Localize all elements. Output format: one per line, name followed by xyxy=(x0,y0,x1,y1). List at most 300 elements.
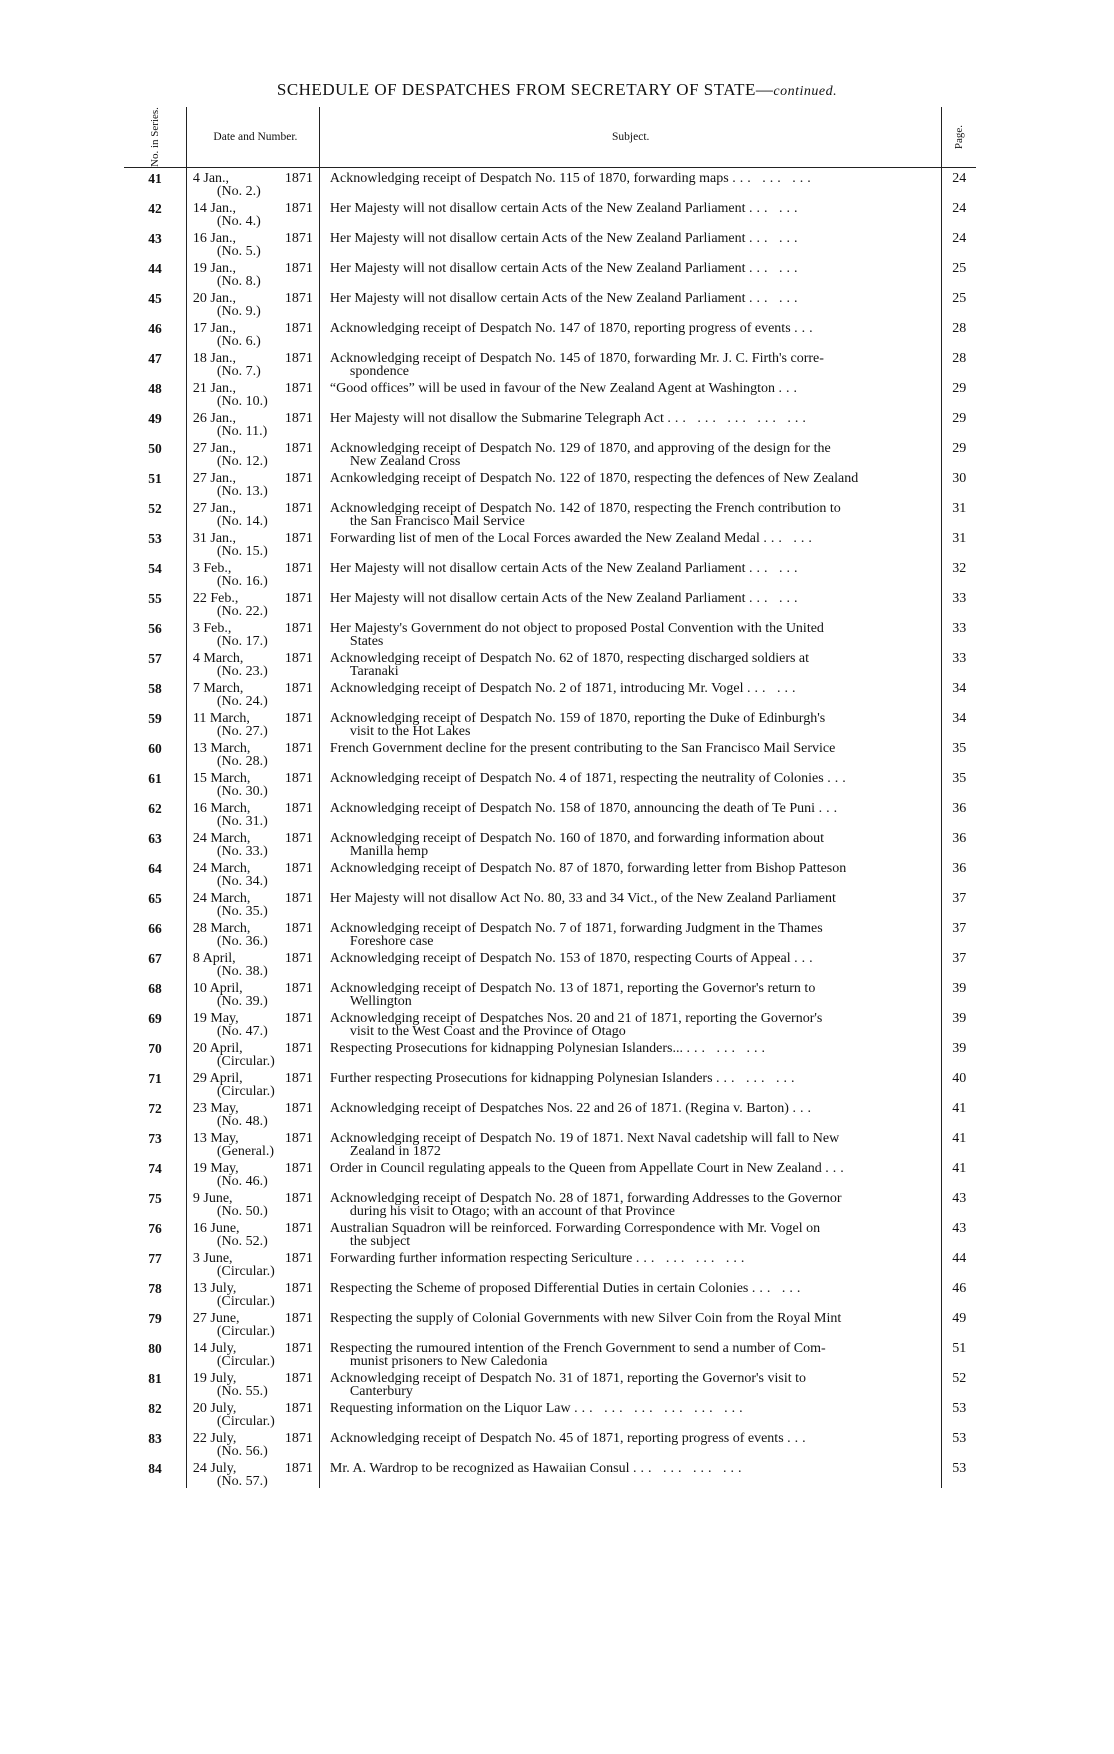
despatch-number: (No. 8.) xyxy=(216,274,261,289)
despatch-year: 1871 xyxy=(284,261,313,276)
date-and-number xyxy=(186,1098,319,1128)
page-number: 34 xyxy=(952,681,967,696)
dot-leader: ... ... xyxy=(749,591,802,606)
despatch-number: (No. 52.) xyxy=(216,1234,268,1249)
despatch-date: 11 March, xyxy=(192,711,250,726)
table-row xyxy=(124,1368,976,1398)
page-number: 36 xyxy=(952,801,967,816)
despatch-date: 27 June, xyxy=(192,1311,240,1326)
page-number: 28 xyxy=(952,351,967,366)
despatch-date: 3 June, xyxy=(192,1251,233,1266)
despatch-number: (No. 9.) xyxy=(216,304,261,319)
despatch-date: 3 Feb., xyxy=(192,621,232,636)
page-number: 31 xyxy=(952,501,967,516)
subject xyxy=(319,1338,942,1368)
page-number: 33 xyxy=(952,591,967,606)
subject-text: Her Majesty will not disallow Act No. 80, 33 and 34 Vict., of the New Zealand Parliament xyxy=(329,891,836,906)
date-and-number xyxy=(186,1338,319,1368)
page-number: 39 xyxy=(952,1011,967,1026)
subject xyxy=(319,618,942,648)
header-subject: Subject. xyxy=(319,107,942,168)
despatch-year: 1871 xyxy=(284,711,313,726)
page-number: 34 xyxy=(952,711,967,726)
date-and-number xyxy=(186,168,319,199)
despatch-number: (No. 13.) xyxy=(216,484,268,499)
despatch-year: 1871 xyxy=(284,651,313,666)
despatch-year: 1871 xyxy=(284,861,313,876)
despatch-number: (No. 47.) xyxy=(216,1024,268,1039)
despatch-year: 1871 xyxy=(284,411,313,426)
page-number: 31 xyxy=(952,531,967,546)
subject-continuation: Zealand in 1872 xyxy=(349,1144,441,1159)
table-row xyxy=(124,1188,976,1218)
date-and-number xyxy=(186,1308,319,1338)
date-and-number xyxy=(186,798,319,828)
series-number: 47 xyxy=(124,348,186,378)
despatch-number: (No. 5.) xyxy=(216,244,261,259)
page-number: 25 xyxy=(952,291,967,306)
series-number: 54 xyxy=(124,558,186,588)
date-and-number xyxy=(186,348,319,378)
series-number: 84 xyxy=(124,1458,186,1488)
date-and-number xyxy=(186,498,319,528)
dot-leader: ... ... ... xyxy=(732,171,815,186)
despatch-date: 9 June, xyxy=(192,1191,233,1206)
subject-text: Respecting the Scheme of proposed Differential Duties in certain Colonies xyxy=(329,1281,749,1296)
dot-leader: ... ... ... xyxy=(686,1041,769,1056)
subject-text: Acnkowledging receipt of Despatch No. 122 of 1870, respecting the defences of New Zealand xyxy=(329,471,859,486)
table-row xyxy=(124,318,976,348)
dot-leader: ... ... xyxy=(749,561,802,576)
despatch-date: 24 July, xyxy=(192,1461,237,1476)
despatch-number: (Circular.) xyxy=(216,1084,275,1099)
despatch-date: 16 June, xyxy=(192,1221,240,1236)
despatch-number: (No. 31.) xyxy=(216,814,268,829)
despatch-year: 1871 xyxy=(284,171,313,186)
series-number: 43 xyxy=(124,228,186,258)
despatch-schedule-table xyxy=(124,107,976,1488)
subject-text: Australian Squadron will be reinforced. Forwarding Correspondence with Mr. Vogel on xyxy=(329,1221,821,1236)
despatch-date: 14 July, xyxy=(192,1341,237,1356)
date-and-number xyxy=(186,1128,319,1158)
subject-text: Respecting the rumoured intention of the French Government to send a number of Com- xyxy=(329,1341,826,1356)
despatch-date: 16 Jan., xyxy=(192,231,237,246)
subject-continuation: visit to the West Coast and the Province of Otago xyxy=(349,1024,626,1039)
subject-text: Acknowledging receipt of Despatch No. 28 of 1871, forwarding Addresses to the Governor xyxy=(329,1191,842,1206)
despatch-year: 1871 xyxy=(284,1041,313,1056)
date-and-number xyxy=(186,528,319,558)
despatch-number: (No. 57.) xyxy=(216,1474,268,1489)
subject-text: Order in Council regulating appeals to the Queen from Appellate Court in New Zealand xyxy=(329,1161,822,1176)
page-number: 46 xyxy=(952,1281,967,1296)
despatch-number: (Circular.) xyxy=(216,1054,275,1069)
dot-leader: ... ... ... xyxy=(716,1071,799,1086)
subject xyxy=(319,708,942,738)
page-number: 39 xyxy=(952,981,967,996)
despatch-date: 16 March, xyxy=(192,801,251,816)
despatch-year: 1871 xyxy=(284,681,313,696)
despatch-date: 26 Jan., xyxy=(192,411,237,426)
table-row xyxy=(124,168,976,199)
series-number: 72 xyxy=(124,1098,186,1128)
table-row xyxy=(124,378,976,408)
subject-text: Acknowledging receipt of Despatch No. 87 of 1870, forwarding letter from Bishop Patteson xyxy=(329,861,847,876)
subject xyxy=(319,348,942,378)
dot-leader: ... xyxy=(794,951,817,966)
date-and-number xyxy=(186,888,319,918)
despatch-year: 1871 xyxy=(284,471,313,486)
despatch-date: 24 March, xyxy=(192,831,251,846)
despatch-year: 1871 xyxy=(284,1191,313,1206)
date-and-number xyxy=(186,1068,319,1098)
despatch-year: 1871 xyxy=(284,1431,313,1446)
date-and-number xyxy=(186,288,319,318)
subject xyxy=(319,288,942,318)
subject-text: Acknowledging receipt of Despatch No. 7 of 1871, forwarding Judgment in the Thames xyxy=(329,921,823,936)
series-number: 65 xyxy=(124,888,186,918)
series-number: 78 xyxy=(124,1278,186,1308)
dot-leader: ... ... ... ... ... ... xyxy=(574,1401,747,1416)
despatch-year: 1871 xyxy=(284,1101,313,1116)
subject-text: Her Majesty will not disallow certain Acts of the New Zealand Parliament xyxy=(329,561,746,576)
series-number: 77 xyxy=(124,1248,186,1278)
date-and-number xyxy=(186,1218,319,1248)
despatch-year: 1871 xyxy=(284,951,313,966)
page-number: 36 xyxy=(952,831,967,846)
subject-text: Acknowledging receipt of Despatch No. 62 of 1870, respecting discharged soldiers at xyxy=(329,651,810,666)
despatch-number: (No. 4.) xyxy=(216,214,261,229)
dot-leader: ... ... ... ... xyxy=(635,1251,749,1266)
date-and-number xyxy=(186,438,319,468)
despatch-date: 19 Jan., xyxy=(192,261,237,276)
page-number: 44 xyxy=(952,1251,967,1266)
despatch-number: (No. 12.) xyxy=(216,454,268,469)
despatch-year: 1871 xyxy=(284,201,313,216)
page-number: 28 xyxy=(952,321,967,336)
despatch-number: (No. 10.) xyxy=(216,394,268,409)
subject-text: Acknowledging receipt of Despatch No. 45 of 1871, reporting progress of events xyxy=(329,1431,784,1446)
date-and-number xyxy=(186,618,319,648)
page-number: 52 xyxy=(952,1371,967,1386)
subject-text: Acknowledging receipt of Despatch No. 142 of 1870, respecting the French contribution to xyxy=(329,501,841,516)
subject xyxy=(319,1038,942,1068)
date-and-number xyxy=(186,858,319,888)
page-number: 25 xyxy=(952,261,967,276)
subject-text: Her Majesty will not disallow certain Acts of the New Zealand Parliament xyxy=(329,231,746,246)
table-row xyxy=(124,738,976,768)
date-and-number xyxy=(186,198,319,228)
subject-continuation: States xyxy=(349,634,384,649)
subject-continuation: New Zealand Cross xyxy=(349,454,461,469)
despatch-number: (No. 22.) xyxy=(216,604,268,619)
subject-text: Acknowledging receipt of Despatch No. 147 of 1870, reporting progress of events xyxy=(329,321,791,336)
series-number: 82 xyxy=(124,1398,186,1428)
despatch-year: 1871 xyxy=(284,921,313,936)
subject-text: Respecting Prosecutions for kidnapping Polynesian Islanders... xyxy=(329,1041,683,1056)
subject-continuation: munist prisoners to New Caledonia xyxy=(349,1354,548,1369)
subject-text: Acknowledging receipt of Despatch No. 160 of 1870, and forwarding information about xyxy=(329,831,825,846)
subject xyxy=(319,528,942,558)
series-number: 83 xyxy=(124,1428,186,1458)
table-row xyxy=(124,1038,976,1068)
subject xyxy=(319,1428,942,1458)
despatch-year: 1871 xyxy=(284,561,313,576)
subject-text: Her Majesty will not disallow certain Acts of the New Zealand Parliament xyxy=(329,591,746,606)
despatch-year: 1871 xyxy=(284,441,313,456)
subject-continuation: Wellington xyxy=(349,994,412,1009)
subject xyxy=(319,1098,942,1128)
series-number: 73 xyxy=(124,1128,186,1158)
subject-text: Acknowledging receipt of Despatch No. 159 of 1870, reporting the Duke of Edinburgh's xyxy=(329,711,826,726)
series-number: 50 xyxy=(124,438,186,468)
dot-leader: ... xyxy=(818,801,842,816)
despatch-year: 1871 xyxy=(284,1071,313,1086)
subject xyxy=(319,798,942,828)
subject xyxy=(319,258,942,288)
subject xyxy=(319,1188,942,1218)
table-row xyxy=(124,918,976,948)
despatch-date: 14 Jan., xyxy=(192,201,237,216)
series-number: 68 xyxy=(124,978,186,1008)
despatch-date: 27 Jan., xyxy=(192,471,237,486)
subject xyxy=(319,168,942,199)
subject-text: Acknowledging receipt of Despatch No. 2 of 1871, introducing Mr. Vogel xyxy=(329,681,744,696)
subject xyxy=(319,978,942,1008)
series-number: 57 xyxy=(124,648,186,678)
date-and-number xyxy=(186,978,319,1008)
despatch-number: (No. 24.) xyxy=(216,694,268,709)
page-number: 29 xyxy=(952,411,967,426)
page-number: 40 xyxy=(952,1071,967,1086)
table-header-row xyxy=(124,107,976,168)
dot-leader: ... ... xyxy=(749,261,802,276)
despatch-date: 13 July, xyxy=(192,1281,237,1296)
date-and-number xyxy=(186,1008,319,1038)
header-no-in-series: No. in Series. xyxy=(124,107,186,168)
subject xyxy=(319,828,942,858)
subject xyxy=(319,1278,942,1308)
subject xyxy=(319,888,942,918)
subject xyxy=(319,378,942,408)
table-row xyxy=(124,798,976,828)
despatch-year: 1871 xyxy=(284,891,313,906)
date-and-number xyxy=(186,678,319,708)
series-number: 81 xyxy=(124,1368,186,1398)
despatch-year: 1871 xyxy=(284,771,313,786)
despatch-date: 19 July, xyxy=(192,1371,237,1386)
subject xyxy=(319,918,942,948)
subject-text: Acknowledging receipt of Despatch No. 129 of 1870, and approving of the design for the xyxy=(329,441,831,456)
page-number: 41 xyxy=(952,1161,967,1176)
page-number: 51 xyxy=(952,1341,967,1356)
page-number: 37 xyxy=(952,951,967,966)
page-number: 36 xyxy=(952,861,967,876)
subject xyxy=(319,498,942,528)
table-row xyxy=(124,528,976,558)
despatch-year: 1871 xyxy=(284,1131,313,1146)
date-and-number xyxy=(186,1428,319,1458)
despatch-date: 24 March, xyxy=(192,891,251,906)
despatch-number: (No. 6.) xyxy=(216,334,261,349)
despatch-date: 4 March, xyxy=(192,651,244,666)
despatch-date: 20 Jan., xyxy=(192,291,237,306)
table-row xyxy=(124,858,976,888)
subject xyxy=(319,558,942,588)
series-number: 60 xyxy=(124,738,186,768)
series-number: 59 xyxy=(124,708,186,738)
despatch-year: 1871 xyxy=(284,801,313,816)
dot-leader: ... ... xyxy=(747,681,800,696)
despatch-year: 1871 xyxy=(284,1281,313,1296)
table-row xyxy=(124,1398,976,1428)
series-number: 66 xyxy=(124,918,186,948)
series-number: 67 xyxy=(124,948,186,978)
subject xyxy=(319,678,942,708)
despatch-date: 19 May, xyxy=(192,1161,239,1176)
date-and-number xyxy=(186,948,319,978)
despatch-year: 1871 xyxy=(284,1011,313,1026)
despatch-date: 17 Jan., xyxy=(192,321,237,336)
subject xyxy=(319,1218,942,1248)
subject-text: Requesting information on the Liquor Law xyxy=(329,1401,571,1416)
page-number: 24 xyxy=(952,201,967,216)
despatch-number: (No. 50.) xyxy=(216,1204,268,1219)
page-number: 53 xyxy=(952,1431,967,1446)
subject-text: Her Majesty's Government do not object to proposed Postal Convention with the United xyxy=(329,621,824,636)
subject xyxy=(319,588,942,618)
despatch-number: (No. 35.) xyxy=(216,904,268,919)
dot-leader: ... xyxy=(778,381,801,396)
subject-text: Her Majesty will not disallow certain Acts of the New Zealand Parliament xyxy=(329,291,746,306)
date-and-number xyxy=(186,318,319,348)
series-number: 51 xyxy=(124,468,186,498)
table-row xyxy=(124,498,976,528)
table-row xyxy=(124,348,976,378)
despatch-number: (No. 23.) xyxy=(216,664,268,679)
series-number: 69 xyxy=(124,1008,186,1038)
page-number: 41 xyxy=(952,1101,967,1116)
subject-continuation: Manilla hemp xyxy=(349,844,429,859)
date-and-number xyxy=(186,228,319,258)
subject xyxy=(319,858,942,888)
page-number: 32 xyxy=(952,561,967,576)
table-row xyxy=(124,198,976,228)
date-and-number xyxy=(186,1248,319,1278)
date-and-number xyxy=(186,1458,319,1488)
despatch-number: (No. 33.) xyxy=(216,844,268,859)
dot-leader: ... ... ... ... xyxy=(632,1461,746,1476)
subject-continuation: spondence xyxy=(349,364,410,379)
series-number: 48 xyxy=(124,378,186,408)
page-number: 39 xyxy=(952,1041,967,1056)
subject-text: Acknowledging receipt of Despatch No. 4 of 1871, respecting the neutrality of Colonies xyxy=(329,771,824,786)
table-row xyxy=(124,1458,976,1488)
date-and-number xyxy=(186,1158,319,1188)
table-row xyxy=(124,648,976,678)
despatch-year: 1871 xyxy=(284,291,313,306)
table-row xyxy=(124,1098,976,1128)
despatch-date: 22 Feb., xyxy=(192,591,239,606)
subject xyxy=(319,1368,942,1398)
page-number: 24 xyxy=(952,231,967,246)
despatch-year: 1871 xyxy=(284,591,313,606)
subject-text: Acknowledging receipt of Despatch No. 31 of 1871, reporting the Governor's visit to xyxy=(329,1371,807,1386)
table-row xyxy=(124,948,976,978)
despatch-year: 1871 xyxy=(284,531,313,546)
table-row xyxy=(124,768,976,798)
subject xyxy=(319,1128,942,1158)
despatch-number: (No. 48.) xyxy=(216,1114,268,1129)
despatch-year: 1871 xyxy=(284,621,313,636)
subject-text: Acknowledging receipt of Despatch No. 158 of 1870, announcing the death of Te Puni xyxy=(329,801,816,816)
table-row xyxy=(124,978,976,1008)
despatch-number: (Circular.) xyxy=(216,1414,275,1429)
dot-leader: ... xyxy=(794,321,817,336)
subject xyxy=(319,1008,942,1038)
subject-continuation: visit to the Hot Lakes xyxy=(349,724,471,739)
despatch-date: 29 April, xyxy=(192,1071,243,1086)
despatch-number: (No. 15.) xyxy=(216,544,268,559)
table-row xyxy=(124,288,976,318)
date-and-number xyxy=(186,738,319,768)
table-row xyxy=(124,228,976,258)
date-and-number xyxy=(186,648,319,678)
subject xyxy=(319,1158,942,1188)
page-number: 41 xyxy=(952,1131,967,1146)
despatch-date: 13 March, xyxy=(192,741,251,756)
header-page: Page. xyxy=(942,107,976,168)
page-number: 49 xyxy=(952,1311,967,1326)
subject-text: French Government decline for the present contributing to the San Francisco Mail Service xyxy=(329,741,836,756)
subject-continuation: Taranaki xyxy=(349,664,399,679)
dot-leader: ... ... ... ... ... xyxy=(667,411,810,426)
despatch-year: 1871 xyxy=(284,231,313,246)
subject-text: Acknowledging receipt of Despatches Nos. 20 and 21 of 1871, reporting the Governor's xyxy=(329,1011,823,1026)
page-number: 53 xyxy=(952,1461,967,1476)
despatch-number: (No. 16.) xyxy=(216,574,268,589)
despatch-number: (No. 7.) xyxy=(216,364,261,379)
subject-text: Her Majesty will not disallow the Submarine Telegraph Act xyxy=(329,411,664,426)
subject xyxy=(319,768,942,798)
page-number: 30 xyxy=(952,471,967,486)
date-and-number xyxy=(186,408,319,438)
despatch-year: 1871 xyxy=(284,981,313,996)
series-number: 80 xyxy=(124,1338,186,1368)
date-and-number xyxy=(186,1188,319,1218)
page-number: 37 xyxy=(952,921,967,936)
table-row xyxy=(124,1278,976,1308)
despatch-number: (No. 27.) xyxy=(216,724,268,739)
table-row xyxy=(124,258,976,288)
table-row xyxy=(124,408,976,438)
page-number: 35 xyxy=(952,771,967,786)
series-number: 70 xyxy=(124,1038,186,1068)
despatch-date: 31 Jan., xyxy=(192,531,237,546)
date-and-number xyxy=(186,918,319,948)
table-row xyxy=(124,1008,976,1038)
table-row xyxy=(124,1338,976,1368)
series-number: 79 xyxy=(124,1308,186,1338)
series-number: 41 xyxy=(124,168,186,199)
despatch-number: (No. 30.) xyxy=(216,784,268,799)
table-row xyxy=(124,1218,976,1248)
despatch-date: 27 Jan., xyxy=(192,441,237,456)
table-row xyxy=(124,828,976,858)
table-row xyxy=(124,1308,976,1338)
despatch-year: 1871 xyxy=(284,1251,313,1266)
subject xyxy=(319,1308,942,1338)
despatch-date: 18 Jan., xyxy=(192,351,237,366)
